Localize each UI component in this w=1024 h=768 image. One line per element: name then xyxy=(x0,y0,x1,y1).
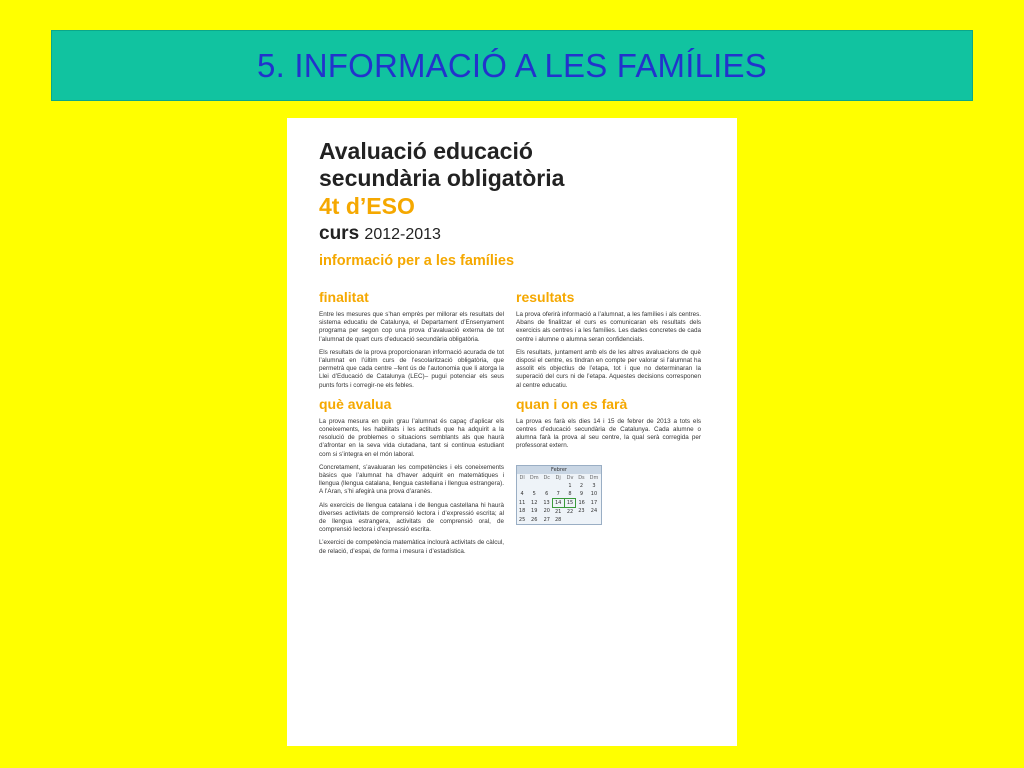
calendar-day xyxy=(587,516,601,524)
quan-paragraph-1: La prova es farà els dies 14 i 15 de febrer de 2013 a tots els centres d’educació secundària de Catalunya. Cada alumne o alumna farà la prova al seu centre, la qual serà corregida per professorat extern. xyxy=(516,417,701,450)
calendar-day: 10 xyxy=(590,490,598,497)
section-quan-title: quan i on es farà xyxy=(516,395,628,412)
calendar-week-row xyxy=(517,507,601,516)
calendar-week-row xyxy=(517,516,601,524)
calendar-day: 5 xyxy=(532,490,536,497)
calendar xyxy=(516,465,602,525)
calendar-day: 3 xyxy=(592,482,596,489)
que-paragraph-4: L’exercici de competència matemàtica inclourà activitats de càlcul, de relació, d’espai, de forma i mesura i d’estadística. xyxy=(319,539,504,555)
calendar-week-row xyxy=(517,482,601,490)
calendar-day-header: Dm xyxy=(589,474,599,481)
doc-heading-line2: secundària obligatòria xyxy=(319,165,565,191)
calendar-day: 13 xyxy=(543,499,550,506)
calendar-day: 1 xyxy=(568,482,572,489)
doc-info: informació per a les famílies xyxy=(319,253,515,269)
resultats-paragraph-1: La prova oferirà informació a l’alumnat, a les famílies i als centres. Abans de finalitzar el curs es comunicaran els resultats dels exercicis als centres i a les famílies. Les dades concretes de cada centre i alumne o alumna seran confidencials. xyxy=(516,311,701,343)
que-paragraph-3: Als exercicis de llengua catalana i de llengua castellana hi haurà diverses activitats de comprensió lectora i d’expressió escrita; al de llengua estrangera, activitats de comprensió oral, de comprensió lectora i d’expressió escrita. xyxy=(319,501,504,534)
finalitat-paragraph-1: Entre les mesures que s’han emprès per millorar els resultats del sistema educatiu de Catalunya, el Departament d’Ensenyament programa per segon cop una prova d’avaluació externa de tot l’alumnat de quart curs d’educació secundària obligatòria. xyxy=(319,311,504,343)
calendar-day: 24 xyxy=(590,508,598,515)
calendar-day xyxy=(517,482,527,490)
calendar-day-header: Dm xyxy=(529,474,539,481)
calendar-day: 27 xyxy=(543,516,550,523)
calendar-day: 18 xyxy=(518,508,526,515)
que-paragraph-1: La prova mesura en quin grau l’alumnat és capaç d’aplicar els coneixements, les habilitats i les actituds que ha adquirit a la resolució de problemes o situacions semblants als que haurà d’afrontar en la seva vida ciutadana, tant si continua estudiant com si s’integra en el món laboral. xyxy=(319,417,504,458)
slide-title-bar xyxy=(51,30,973,101)
section-finalitat-title: finalitat xyxy=(319,289,369,305)
calendar-day: 25 xyxy=(518,516,526,523)
calendar-week-row xyxy=(517,498,601,507)
calendar-day xyxy=(552,482,564,490)
calendar-day-header: Dc xyxy=(543,474,551,481)
calendar-day xyxy=(564,516,576,524)
calendar-day-header: Dv xyxy=(566,474,574,481)
calendar-day: 8 xyxy=(568,490,572,497)
doc-curs xyxy=(319,222,709,247)
calendar-grid xyxy=(517,474,601,524)
calendar-day: 9 xyxy=(579,490,584,497)
calendar-month: Febrer xyxy=(517,466,601,474)
calendar-day-header: Dl xyxy=(519,474,525,481)
calendar-week-row xyxy=(517,490,601,499)
calendar-day-highlighted: 15 xyxy=(564,498,576,507)
calendar-day-highlighted: 14 xyxy=(552,498,564,507)
right-column xyxy=(516,289,701,561)
calendar-day xyxy=(527,482,541,490)
calendar-day: 2 xyxy=(579,482,584,489)
que-paragraph-2: Concretament, s’avaluaran les competències i els coneixements bàsics que l’alumnat ha d’haver adquirit en matemàtiques i llengua (llengua catalana, llengua castellana i llengua estrangera). A l’Aran, s’hi afegirà una prova d’aranès. xyxy=(319,463,504,496)
calendar-day: 20 xyxy=(543,508,550,515)
calendar-day: 19 xyxy=(531,508,538,515)
calendar-day xyxy=(576,516,587,524)
calendar-day: 17 xyxy=(590,499,598,506)
calendar-day-header: Dj xyxy=(555,474,561,481)
calendar-day: 28 xyxy=(554,516,562,523)
slide-title: 5. INFORMACIÓ A LES FAMÍLIES xyxy=(257,46,767,84)
left-column xyxy=(319,289,504,561)
calendar-header-row xyxy=(517,474,601,482)
calendar-day: 26 xyxy=(531,516,538,523)
calendar-day: 21 xyxy=(554,508,562,515)
doc-grade: 4t d’ESO xyxy=(319,193,415,219)
calendar-day: 6 xyxy=(545,490,549,497)
resultats-paragraph-2: Els resultats, juntament amb els de les altres avaluacions de què disposi el centre, es tindran en compte per valorar si l’alumnat ha assolit els objectius de l’etapa, tot i que no determinaran la superació del curs ni de l’etapa. Aquestes decisions corresponen al centre educatiu. xyxy=(516,348,701,389)
calendar-day: 4 xyxy=(520,490,524,497)
section-resultats-title: resultats xyxy=(516,289,575,305)
calendar-day: 11 xyxy=(518,499,526,506)
doc-columns xyxy=(319,289,709,561)
calendar-day: 22 xyxy=(566,508,574,515)
doc-heading-line1: Avaluació educació xyxy=(319,138,533,164)
calendar-day: 23 xyxy=(578,508,585,515)
curs-label: curs xyxy=(319,223,360,244)
calendar-day: 12 xyxy=(531,499,538,506)
calendar-day: 7 xyxy=(556,490,560,497)
finalitat-paragraph-2: Els resultats de la prova proporcionaran informació acurada de tot l’alumnat en l’últim curs de l’escolarització obligatòria, que permetrà que cada centre –fent ús de l’autonomia que li atorga la Llei d’Educació de Catalunya (LEC)– pugui potenciar els seus punts forts i corregir-ne els febles. xyxy=(319,348,504,389)
calendar-day xyxy=(541,482,552,490)
section-que-title: què avalua xyxy=(319,395,392,412)
curs-year: 2012-2013 xyxy=(364,226,441,243)
calendar-day: 16 xyxy=(578,499,585,506)
calendar-day-header: Ds xyxy=(578,474,585,481)
document-image xyxy=(287,118,737,746)
